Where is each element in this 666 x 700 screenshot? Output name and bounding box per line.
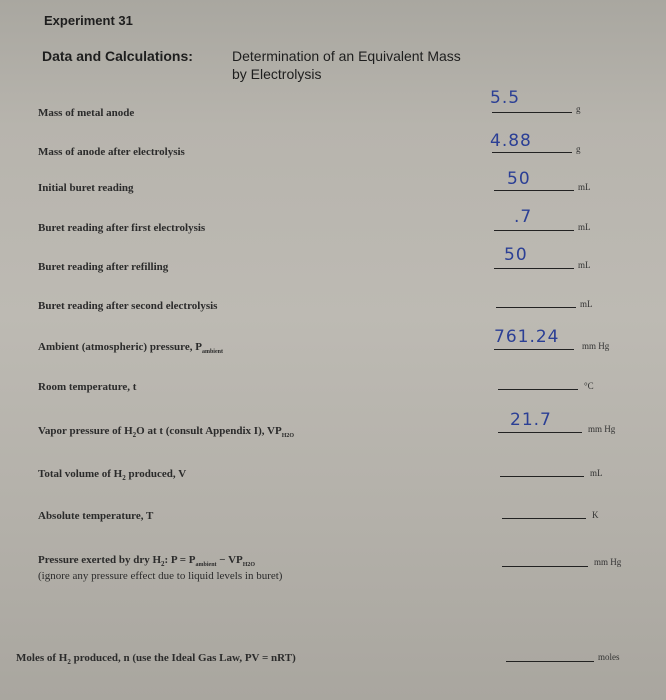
- label-mass-anode: Mass of metal anode: [38, 107, 135, 119]
- answer-line: [502, 518, 586, 519]
- answer-line: [492, 152, 572, 153]
- value-mass-anode-after: 4.88: [490, 131, 532, 151]
- unit-room-temperature: °C: [584, 381, 594, 391]
- value-buret-refill: 50: [504, 245, 528, 265]
- unit-absolute-temperature: K: [592, 510, 599, 520]
- label-initial-buret: Initial buret reading: [38, 182, 134, 194]
- unit-total-volume: mL: [590, 468, 603, 478]
- label-mass-anode-after: Mass of anode after electrolysis: [38, 146, 185, 158]
- answer-line: [500, 476, 584, 477]
- answer-line: [494, 268, 574, 269]
- worksheet-subtitle: by Electrolysis: [232, 66, 322, 82]
- label-room-temperature: Room temperature, t: [38, 381, 137, 393]
- label-buret-first: Buret reading after first electrolysis: [38, 222, 206, 234]
- value-vapor-pressure: 21.7: [510, 410, 552, 430]
- unit-mass-anode-after: g: [576, 144, 581, 154]
- answer-line: [494, 230, 574, 231]
- unit-buret-first: mL: [578, 222, 591, 232]
- label-moles-h2: Moles of $H_2$ produced, n (use the Ideal Gas Law, PV = nRT): [16, 652, 296, 667]
- value-initial-buret: 50: [507, 169, 531, 189]
- unit-mass-anode: g: [576, 104, 581, 114]
- label-buret-refill: Buret reading after refilling: [38, 261, 169, 273]
- value-mass-anode: 5.5: [490, 88, 521, 108]
- answer-line: [494, 190, 574, 191]
- unit-buret-refill: mL: [578, 260, 591, 270]
- label-vapor-pressure: Vapor pressure of $H_2O$ at t (consult Appendix I), $VP_{H2O}$: [38, 425, 295, 440]
- worksheet-title: Determination of an Equivalent Mass: [232, 48, 461, 64]
- experiment-number: Experiment 31: [44, 13, 133, 28]
- answer-line: [492, 112, 572, 113]
- unit-ambient-pressure: mm Hg: [582, 341, 610, 351]
- answer-line: [506, 661, 594, 662]
- answer-line: [494, 349, 574, 350]
- unit-initial-buret: mL: [578, 182, 591, 192]
- label-dry-h2-note: (ignore any pressure effect due to liquid levels in buret): [38, 570, 283, 582]
- answer-line: [498, 389, 578, 390]
- label-ambient-pressure: Ambient (atmospheric) pressure, $P_{ambient}$: [38, 341, 223, 356]
- label-dry-h2-pressure: Pressure exerted by dry $H_2$: $P = P_{ambient} - VP_{H2O}$: [38, 554, 256, 569]
- label-absolute-temperature: Absolute temperature, T: [38, 510, 154, 522]
- answer-line: [496, 307, 576, 308]
- unit-moles-h2: moles: [598, 652, 620, 662]
- answer-line: [498, 432, 582, 433]
- answer-line: [502, 566, 588, 567]
- label-buret-second: Buret reading after second electrolysis: [38, 300, 218, 312]
- label-total-volume: Total volume of $H_2$ produced, V: [38, 468, 187, 483]
- unit-buret-second: mL: [580, 299, 593, 309]
- unit-dry-h2-pressure: mm Hg: [594, 557, 622, 567]
- value-ambient-pressure: 761.24: [494, 327, 560, 347]
- unit-vapor-pressure: mm Hg: [588, 424, 616, 434]
- value-buret-first: .7: [514, 207, 533, 227]
- section-title: Data and Calculations:: [42, 48, 193, 64]
